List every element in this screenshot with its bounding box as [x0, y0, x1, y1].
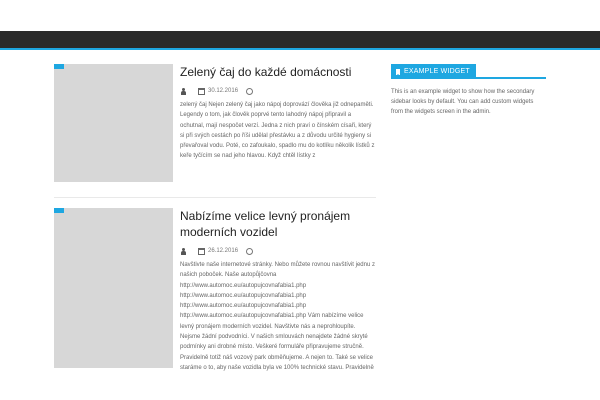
thumbnail-accent	[54, 64, 64, 69]
post-thumbnail[interactable]	[54, 64, 173, 182]
comment-icon[interactable]	[246, 88, 253, 95]
calendar-icon	[198, 88, 205, 95]
post-item	[54, 208, 376, 398]
post-excerpt: Navštivte naše internetové stránky. Nebo můžete rovnou navštívit jednu z našich poboček. Naše autopůjčovna http://www.automoc.eu/autopujcovnafabia1.php http://www.automoc.eu/autopujcovnafabia1.php http://www.automoc.eu/autopujcovnafabia1.php http://www.automoc.eu/autopujcovnafabia1.php Vám nabízíme velice levný pronájem moderních vozidel. Navštivte nás a neprohloupíte. Nejsme žádní podvodníci. V našich smlouvách nenajdete žádné skryté podmínky ani drobné místo. Veškeré formuláře připravujeme stručně. Pravidelně totiž náš vozový park obměňujeme. A nejen to. Také se velice staráme o to, aby naše vozidla byla ve 100% technické stavu. Pravidelně	[180, 262, 375, 371]
post-date[interactable]: 26.12.2016	[208, 248, 239, 254]
post-content	[180, 208, 376, 373]
thumbnail-accent	[54, 208, 64, 213]
widget-header	[391, 64, 546, 79]
comment-icon[interactable]	[246, 248, 253, 255]
post-excerpt: zelený čaj Nejen zelený čaj jako nápoj doprovází člověka již odnepaměti. Legendy o tom, jak člověk poprvé tento lahodný nápoj připravil a ochutnal, mají nespočet verzí. Jedna z nich praví o čínském císaři, který si při svých cestách po říši udělal přestávku a z důvodu určité hygieny si převařoval vodu. Poté, co zafoukalo, spadlo mu do kotlíku několik lístků z keře tyčícím se nad jeho hlavou. Když chtěl lístky z	[180, 102, 375, 160]
post-thumbnail[interactable]	[54, 208, 173, 368]
main-navigation	[0, 31, 600, 50]
post-date[interactable]: 30.12.2016	[208, 88, 239, 94]
post-content	[180, 64, 376, 162]
user-icon[interactable]	[180, 88, 187, 95]
widget-title: EXAMPLE WIDGET	[404, 68, 470, 75]
post-meta	[180, 86, 376, 96]
post-title[interactable]: Zelený čaj do každé domácnosti	[180, 65, 352, 79]
post-title[interactable]: Nabízíme velice levný pronájem moderních vozidel	[180, 209, 351, 239]
top-bar	[0, 0, 600, 31]
calendar-icon	[198, 248, 205, 255]
widget-title-tab	[391, 64, 476, 79]
secondary-sidebar	[391, 64, 546, 117]
post-meta	[180, 246, 376, 256]
post-item	[54, 64, 376, 198]
bookmark-icon	[396, 69, 400, 75]
user-icon[interactable]	[180, 248, 187, 255]
widget-text: This is an example widget to show how the secondary sidebar looks by default. You can add custom widgets from the widgets screen in the admin.	[391, 89, 535, 115]
